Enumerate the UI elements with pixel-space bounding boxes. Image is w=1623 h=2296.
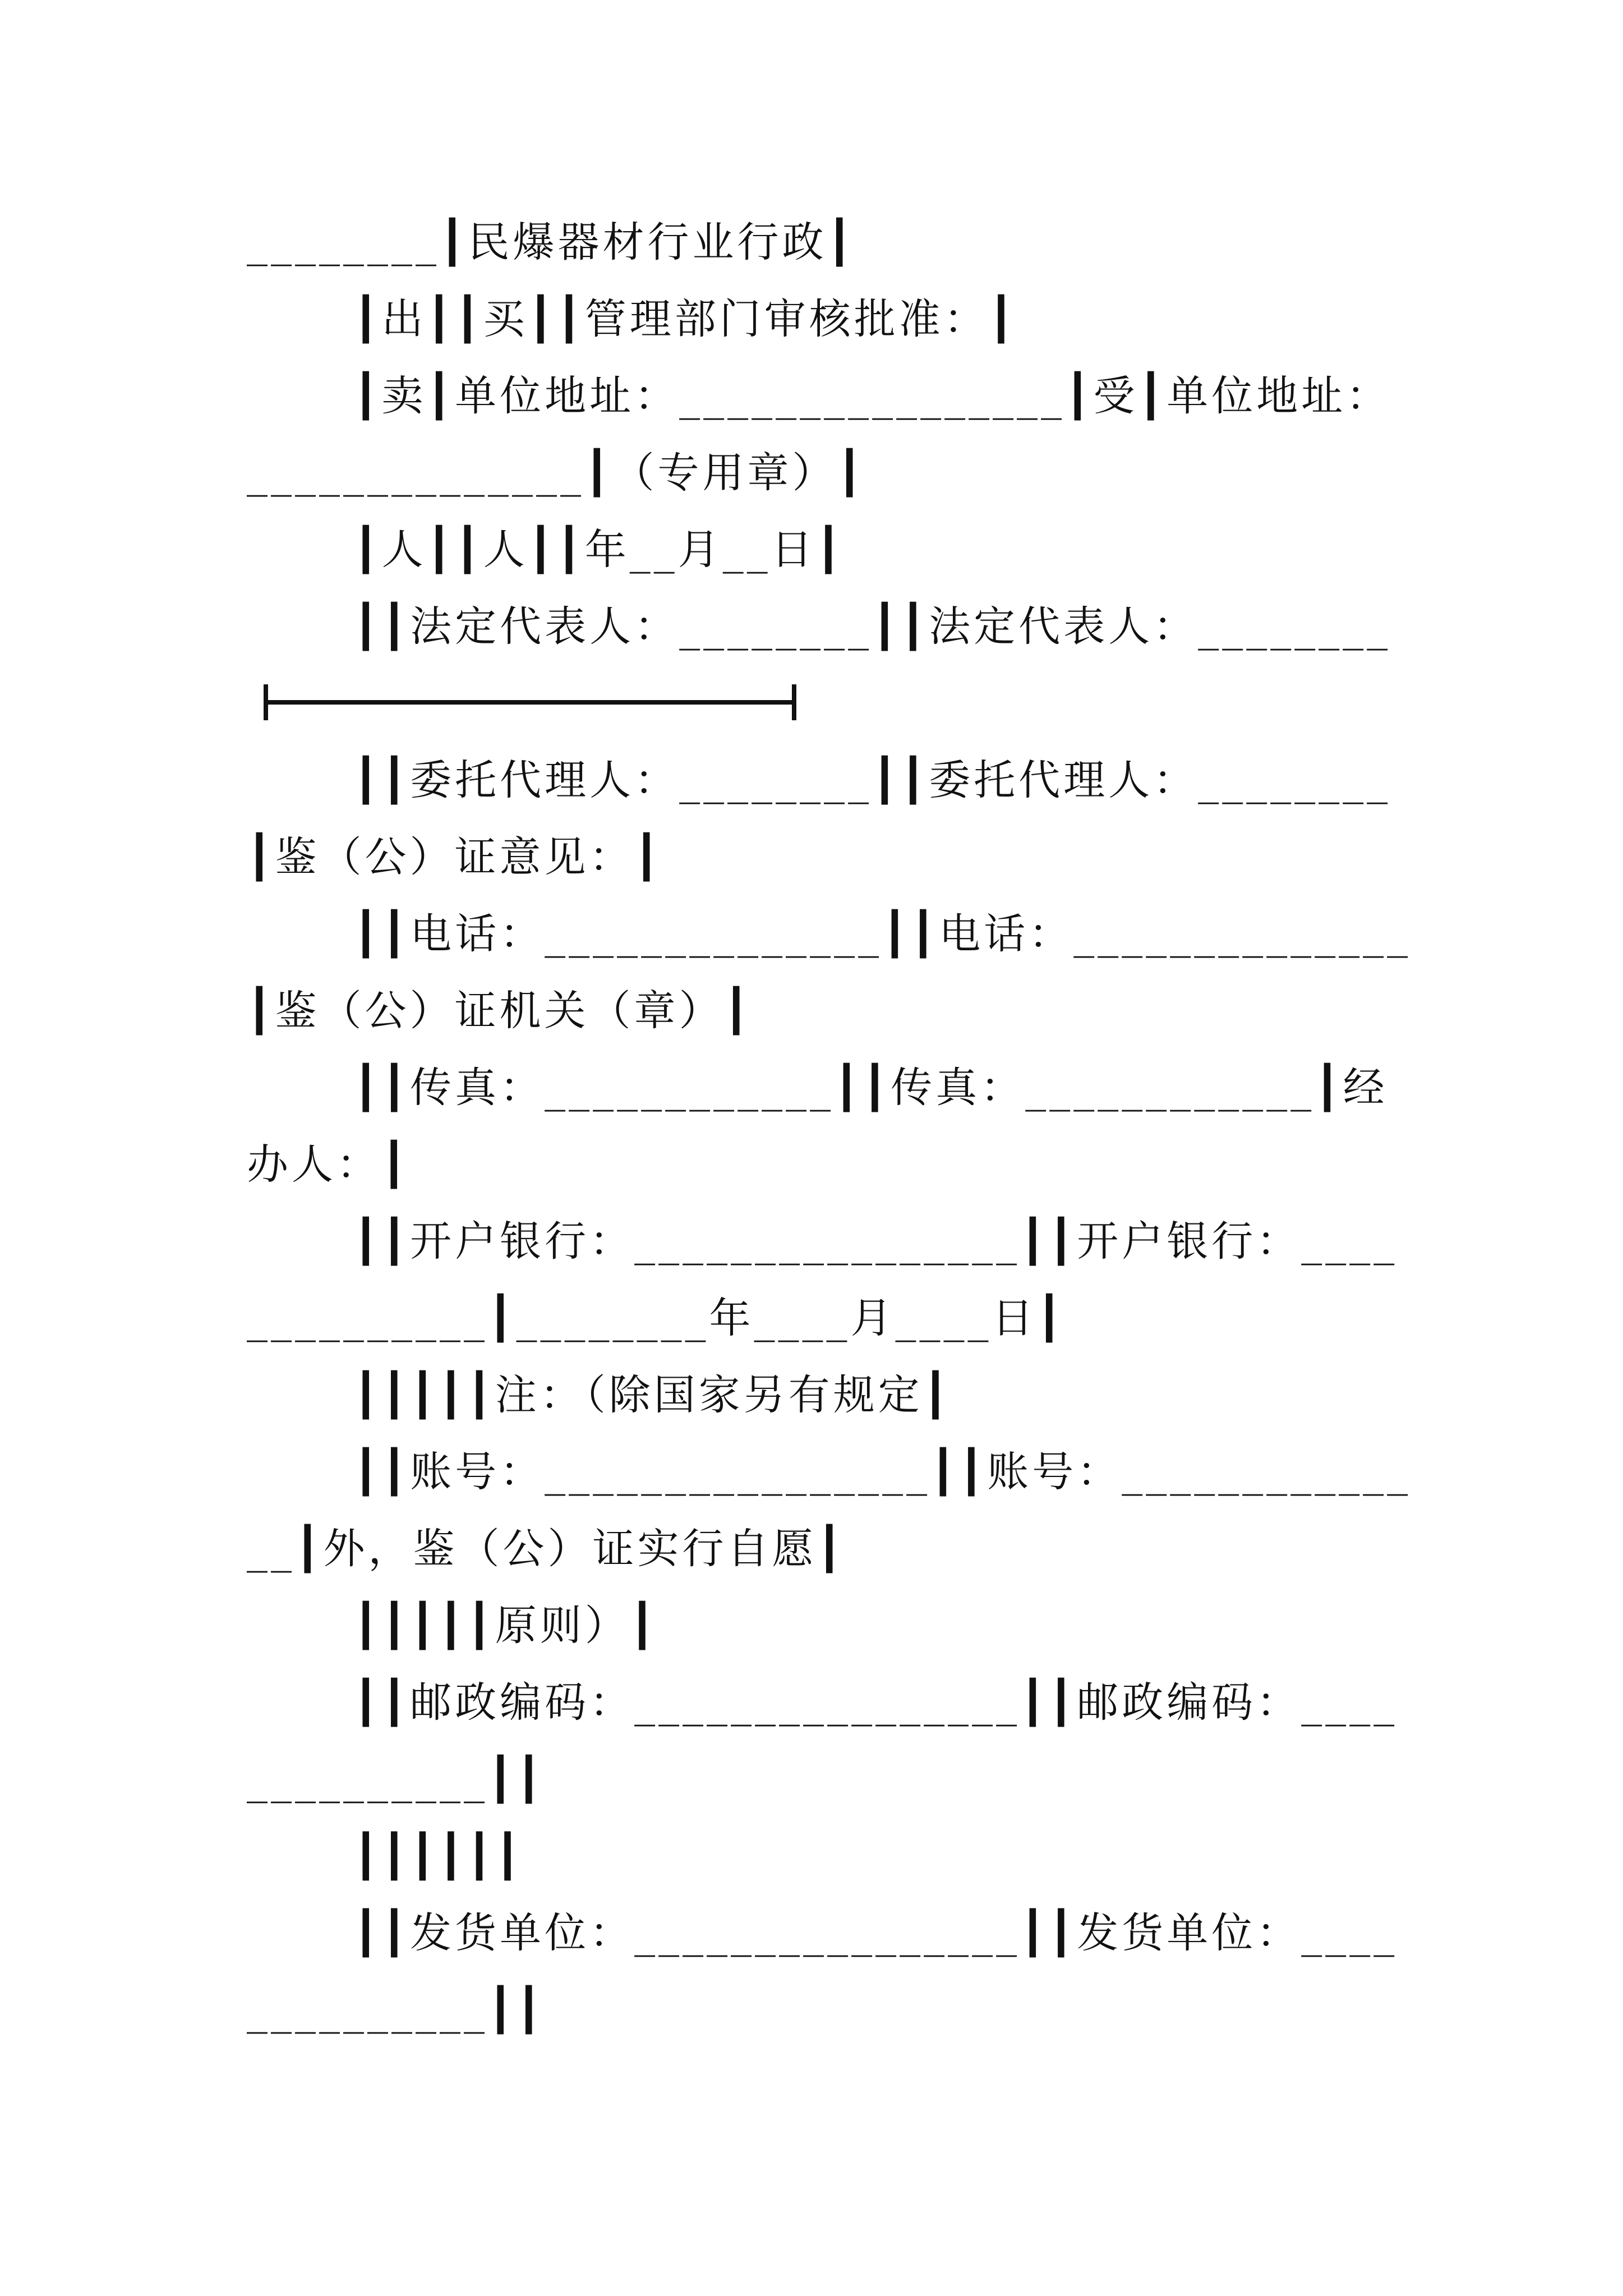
text-line: __________┃┃ bbox=[247, 1986, 545, 2034]
text-line: __┃外，鉴（公）证实行自愿┃ bbox=[247, 1525, 846, 1573]
text-line: ┃┃委托代理人：________┃┃委托代理人：________ bbox=[353, 756, 1391, 804]
text-line: ┃┃邮政编码：________________┃┃邮政编码：____ bbox=[353, 1678, 1398, 1727]
text-line: ┃出┃┃买┃┃管理部门审核批准：┃ bbox=[353, 295, 1017, 343]
text-line: ________┃民爆器材行业行政┃ bbox=[247, 218, 856, 266]
text-line: ┃┃┃┃┃注：（除国家另有规定┃ bbox=[353, 1371, 952, 1419]
text-line: ┃┃账号：________________┃┃账号：____________ bbox=[353, 1448, 1412, 1496]
text-line: ┃┃电话：______________┃┃电话：______________ bbox=[353, 910, 1412, 958]
text-line: ┃┃发货单位：________________┃┃发货单位：____ bbox=[353, 1909, 1398, 1957]
text-line: __________┃________年____月____日┃ bbox=[247, 1294, 1066, 1342]
text-line: ┃卖┃单位地址：________________┃受┃单位地址： bbox=[353, 372, 1391, 420]
horizontal-rule bbox=[264, 684, 796, 720]
text-line: ┃┃传真：____________┃┃传真：____________┃经 bbox=[353, 1064, 1388, 1112]
text-line: ┃鉴（公）证意见：┃ bbox=[247, 833, 663, 881]
text-line: 办人：┃ bbox=[247, 1140, 410, 1189]
text-line: __________┃┃ bbox=[247, 1755, 545, 1803]
text-line: ┃鉴（公）证机关（章）┃ bbox=[247, 987, 753, 1035]
text-line: ┃┃法定代表人：________┃┃法定代表人：________ bbox=[353, 602, 1391, 651]
text-line: ______________┃（专用章）┃ bbox=[247, 449, 866, 497]
text-line: ┃┃┃┃┃原则）┃ bbox=[353, 1602, 658, 1650]
text-line: ┃┃开户银行：________________┃┃开户银行：____ bbox=[353, 1217, 1398, 1266]
rule-bar bbox=[264, 700, 796, 705]
rule-right-tick bbox=[792, 684, 796, 720]
text-line: ┃┃┃┃┃┃ bbox=[353, 1832, 524, 1880]
text-line: ┃人┃┃人┃┃年__月__日┃ bbox=[353, 526, 845, 574]
